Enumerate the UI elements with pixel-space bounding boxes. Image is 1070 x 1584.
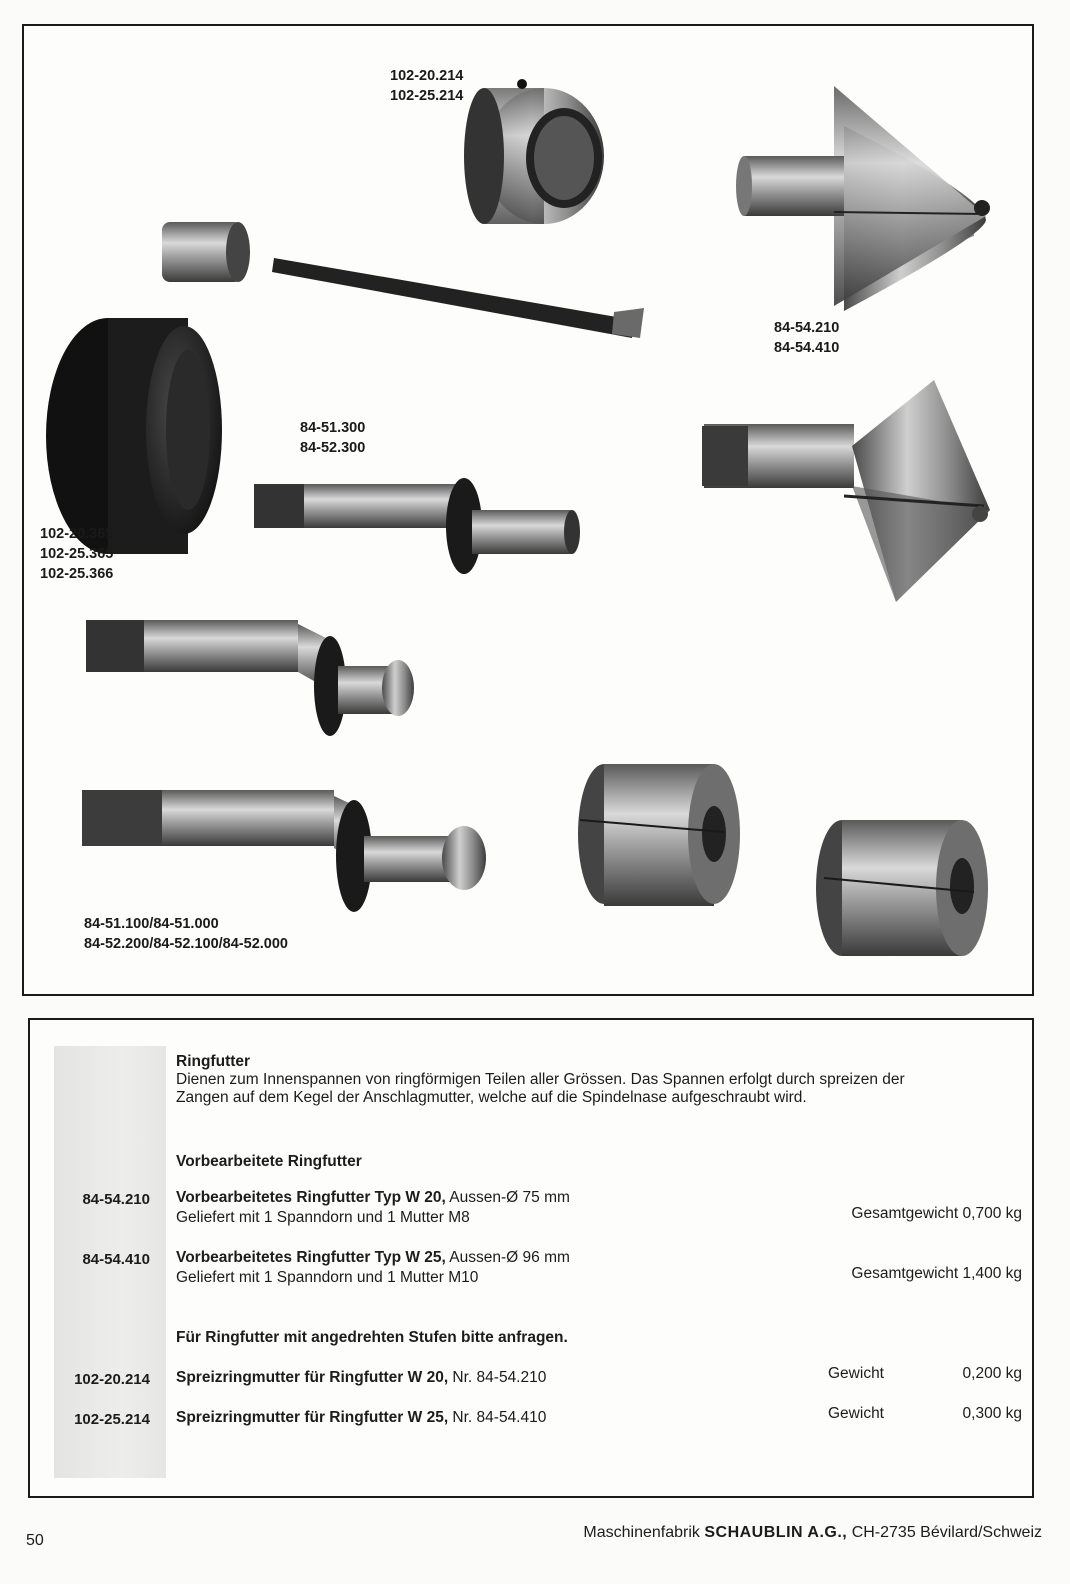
nut-name-rest: Nr. 84-54.410 bbox=[448, 1409, 547, 1426]
nut-name-bold: Spreizringmutter für Ringfutter W 20, bbox=[176, 1369, 449, 1386]
nut-name-bold: Spreizringmutter für Ringfutter W 25, bbox=[176, 1409, 449, 1426]
item-weight: Gesamtgewicht 1,400 kg bbox=[851, 1265, 1022, 1282]
small-threaded-nut-photo bbox=[162, 222, 250, 282]
item-name-rest: Aussen-Ø 75 mm bbox=[445, 1189, 570, 1206]
item-code: 84-54.210 bbox=[82, 1191, 150, 1208]
section-title: Ringfutter bbox=[176, 1053, 251, 1070]
part-code: 102-20.214 bbox=[390, 68, 464, 84]
description-line: Zangen auf dem Kegel der Anschlagmutter, welche auf die Spindelnase aufgeschraubt wird. bbox=[176, 1089, 807, 1106]
part-code: 102-25.365 bbox=[40, 546, 114, 562]
mandrel-medium-photo bbox=[254, 478, 580, 574]
split-ring-sleeve-photo bbox=[578, 764, 740, 906]
part-code: 84-51.300 bbox=[300, 420, 366, 436]
description-line: Dienen zum Innenspannen von ringförmigen Teilen aller Grössen. Das Spannen erfolgt durch spreizen der bbox=[176, 1071, 905, 1088]
nut-weight-value: 0,300 kg bbox=[962, 1405, 1022, 1422]
part-code: 84-54.210 bbox=[774, 320, 840, 336]
product-info-panel bbox=[28, 1018, 1034, 1498]
item-name bbox=[176, 1188, 570, 1208]
part-code: 102-20.365 bbox=[40, 526, 114, 542]
nut-code: 102-20.214 bbox=[74, 1371, 150, 1388]
subheading: Vorbearbeitete Ringfutter bbox=[176, 1153, 362, 1170]
label-mandrel-mid bbox=[300, 418, 365, 458]
item-name-rest: Aussen-Ø 96 mm bbox=[445, 1249, 570, 1266]
nut-weight-label: Gewicht bbox=[828, 1405, 884, 1422]
item-code: 84-54.410 bbox=[82, 1251, 150, 1268]
part-code: 102-25.366 bbox=[40, 566, 114, 582]
company-prefix: Maschinenfabrik bbox=[583, 1524, 705, 1541]
label-nut-large bbox=[40, 524, 113, 584]
company-brand: SCHAUBLIN A.G., bbox=[704, 1524, 848, 1541]
nut-name-rest: Nr. 84-54.210 bbox=[448, 1369, 547, 1386]
nut-code: 102-25.214 bbox=[74, 1411, 150, 1428]
part-code: 102-25.214 bbox=[390, 88, 464, 104]
nut-name bbox=[176, 1368, 546, 1388]
label-nut-small bbox=[390, 66, 463, 106]
product-illustration bbox=[24, 26, 1032, 994]
spreading-ring-nut-photo bbox=[464, 79, 604, 224]
item-name bbox=[176, 1248, 570, 1268]
item-detail: Geliefert mit 1 Spanndorn und 1 Mutter M10 bbox=[176, 1269, 479, 1286]
mandrel-long-photo bbox=[86, 620, 414, 736]
ring-chuck-cone-mandrel-photo bbox=[702, 380, 990, 602]
label-mandrel-bottom bbox=[84, 914, 288, 954]
long-screw-photo bbox=[272, 258, 644, 338]
company-footer bbox=[583, 1524, 1042, 1542]
split-ring-sleeve-wide-photo bbox=[816, 820, 988, 956]
item-weight: Gesamtgewicht 0,700 kg bbox=[851, 1205, 1022, 1222]
part-code: 84-52.200/84-52.100/84-52.000 bbox=[84, 936, 288, 952]
part-code: 84-54.410 bbox=[774, 340, 840, 356]
item-detail: Geliefert mit 1 Spanndorn und 1 Mutter M8 bbox=[176, 1209, 470, 1226]
label-cone-top bbox=[774, 318, 839, 358]
nut-weight-value: 0,200 kg bbox=[962, 1365, 1022, 1382]
notice-text: Für Ringfutter mit angedrehten Stufen bitte anfragen. bbox=[176, 1329, 568, 1346]
part-code: 84-52.300 bbox=[300, 440, 366, 456]
page-number: 50 bbox=[26, 1532, 44, 1549]
large-ring-nut-photo bbox=[46, 318, 222, 554]
ring-chuck-cone-photo bbox=[736, 86, 990, 311]
nut-name bbox=[176, 1408, 546, 1428]
item-name-bold: Vorbearbeitetes Ringfutter Typ W 25, bbox=[176, 1249, 446, 1266]
mandrel-extended-photo bbox=[82, 790, 486, 912]
part-code: 84-51.100/84-51.000 bbox=[84, 916, 219, 932]
item-name-bold: Vorbearbeitetes Ringfutter Typ W 20, bbox=[176, 1189, 446, 1206]
nut-weight-label: Gewicht bbox=[828, 1365, 884, 1382]
company-address: CH-2735 Bévilard/Schweiz bbox=[847, 1524, 1042, 1541]
product-photo-panel bbox=[22, 24, 1034, 996]
